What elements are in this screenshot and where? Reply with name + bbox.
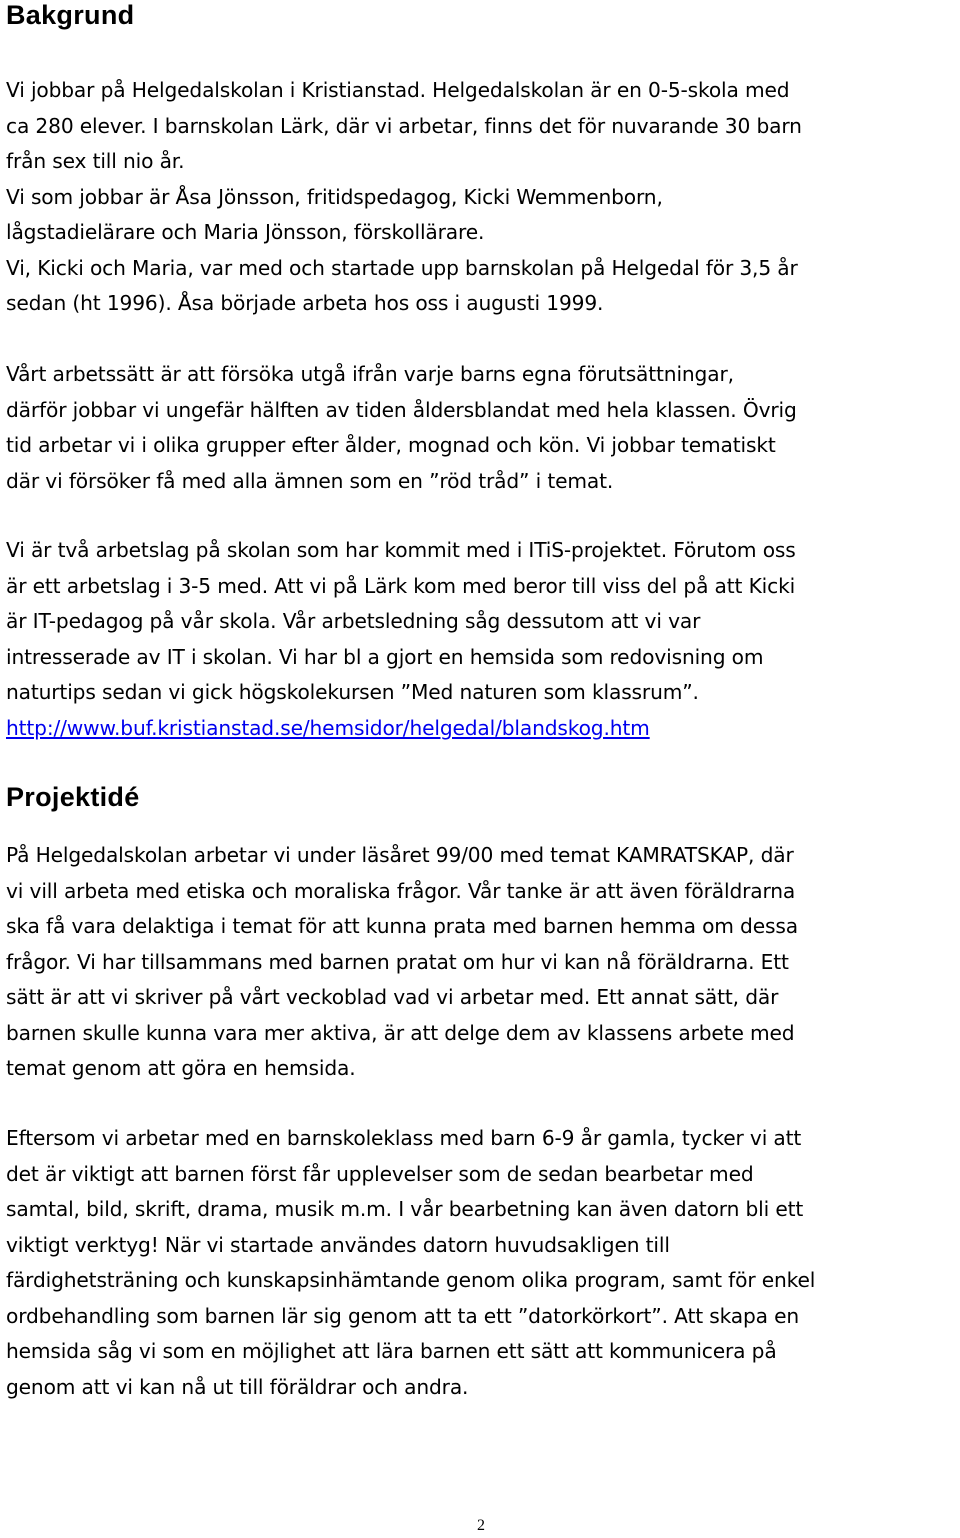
text-line: Eftersom vi arbetar med en barnskoleklass med barn 6-9 år gamla, tycker vi att <box>6 1126 802 1150</box>
paragraph-project-idea <box>6 838 950 1087</box>
text-line: är ett arbetslag i 3-5 med. Att vi på Lärk kom med beror till viss del på att Kicki <box>6 573 796 598</box>
text-line: tid arbetar vi i olika grupper efter ålder, mognad och kön. Vi jobbar tematiskt <box>6 433 776 457</box>
text-line: frågor. Vi har tillsammans med barnen pratat om hur vi kan nå föräldrarna. Ett <box>6 949 789 974</box>
text-line: naturtips sedan vi gick högskolekursen ”Med naturen som klassrum”. <box>6 680 699 704</box>
text-line: där vi försöker få med alla ämnen som en ”röd tråd” i temat. <box>6 468 614 493</box>
paragraph-computer-use <box>6 1121 950 1405</box>
text-line: genom att vi kan nå ut till föräldrar och andra. <box>6 1374 469 1399</box>
paragraph-working-method <box>6 357 950 499</box>
section-heading-bakgrund: Bakgrund <box>6 0 135 30</box>
page-number: 2 <box>477 1517 485 1534</box>
text-line: hemsida såg vi som en möjlighet att lära barnen ett sätt att kommunicera på <box>6 1339 777 1363</box>
text-line: temat genom att göra en hemsida. <box>6 1056 356 1080</box>
text-line: sätt är att vi skriver på vårt veckoblad vad vi arbetar med. Ett annat sätt, där <box>6 985 779 1009</box>
text-line: Vi, Kicki och Maria, var med och startade upp barnskolan på Helgedal för 3,5 år <box>6 255 798 280</box>
text-line: barnen skulle kunna vara mer aktiva, är att delge dem av klassens arbete med <box>6 1020 795 1045</box>
text-line: ca 280 elever. I barnskolan Lärk, där vi arbetar, finns det för nuvarande 30 barn <box>6 113 802 138</box>
text-line: det är viktigt att barnen först får upplevelser som de sedan bearbetar med <box>6 1161 754 1186</box>
text-line: viktigt verktyg! När vi startade användes datorn huvudsakligen till <box>6 1232 670 1257</box>
section-heading-projektide: Projektidé <box>6 782 140 812</box>
text-line: färdighetsträning och kunskapsinhämtande genom olika program, samt för enkel <box>6 1268 816 1292</box>
text-line: vi vill arbeta med etiska och moraliska frågor. Vår tanke är att även föräldrarna <box>6 878 796 903</box>
paragraph-background-intro <box>6 73 950 322</box>
text-line: samtal, bild, skrift, drama, musik m.m. I vår bearbetning kan även datorn bli ett <box>6 1197 804 1221</box>
text-line: Vi som jobbar är Åsa Jönsson, fritidspedagog, Kicki Wemmenborn, <box>6 184 663 209</box>
text-line: Vårt arbetssätt är att försöka utgå ifrån varje barns egna förutsättningar, <box>6 362 734 386</box>
text-line: intresserade av IT i skolan. Vi har bl a gjort en hemsida som redovisning om <box>6 644 764 669</box>
text-line: därför jobbar vi ungefär hälften av tiden åldersblandat med hela klassen. Övrig <box>6 397 797 422</box>
text-line: sedan (ht 1996). Åsa började arbeta hos oss i augusti 1999. <box>6 291 604 315</box>
homepage-link[interactable]: http://www.buf.kristianstad.se/hemsidor/helgedal/blandskog.htm <box>6 715 650 740</box>
text-line: är IT-pedagog på vår skola. Vår arbetsledning såg dessutom att vi var <box>6 609 701 633</box>
paragraph-itis-project <box>6 533 950 746</box>
link-line <box>6 711 950 747</box>
text-line: Vi jobbar på Helgedalskolan i Kristianstad. Helgedalskolan är en 0-5-skola med <box>6 78 790 102</box>
text-line: På Helgedalskolan arbetar vi under läsåret 99/00 med temat KAMRATSKAP, där <box>6 843 794 867</box>
text-line: lågstadielärare och Maria Jönsson, förskollärare. <box>6 220 485 244</box>
text-line: Vi är två arbetslag på skolan som har kommit med i ITiS-projektet. Förutom oss <box>6 538 796 562</box>
text-line: ska få vara delaktiga i temat för att kunna prata med barnen hemma om dessa <box>6 914 798 938</box>
text-line: från sex till nio år. <box>6 149 185 173</box>
text-line: ordbehandling som barnen lär sig genom att ta ett ”datorkörkort”. Att skapa en <box>6 1303 800 1328</box>
